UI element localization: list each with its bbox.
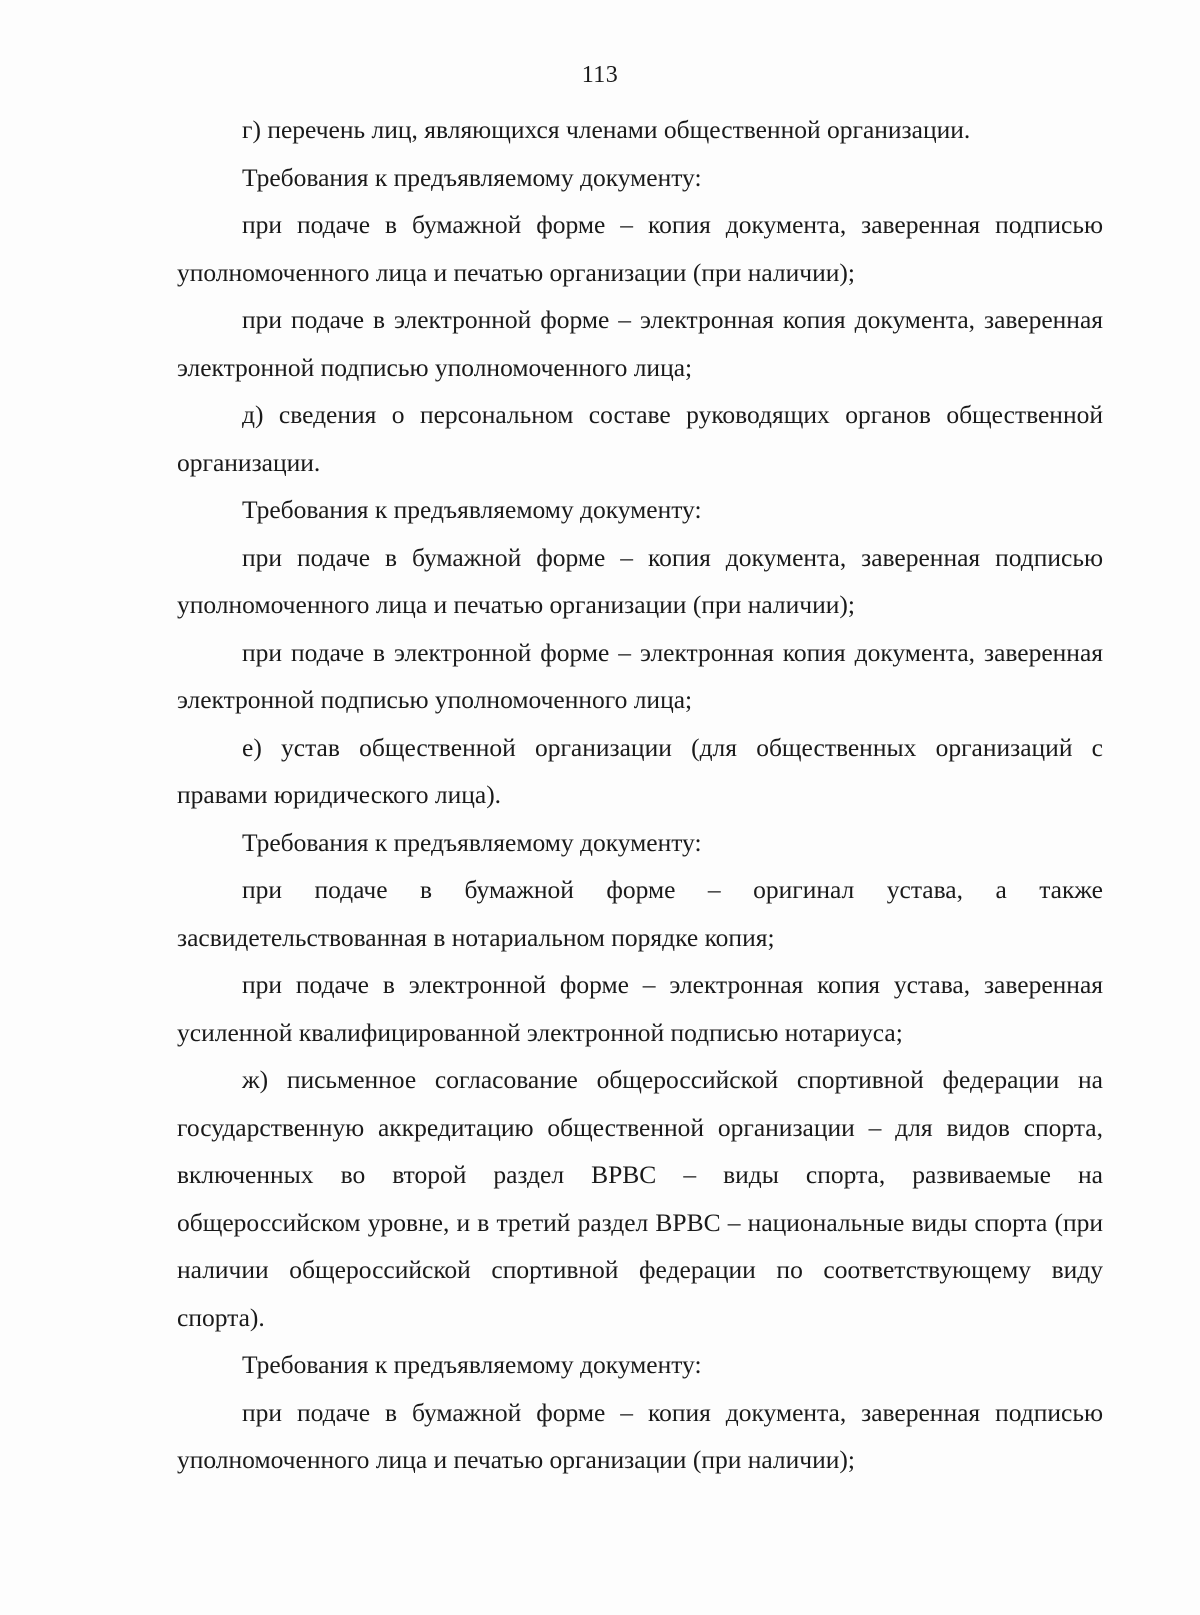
electronic-form-requirement: при подаче в электронной форме – электронная копия документа, заверенная электронной подписью уполномоченного лица;: [177, 305, 1103, 382]
electronic-form-requirement: при подаче в электронной форме – электронная копия документа, заверенная электронной подписью уполномоченного лица;: [177, 637, 1103, 714]
paper-form-requirement: при подаче в бумажной форме – копия документа, заверенная подписью уполномоченного лица и печатью организации (при наличии);: [177, 210, 1103, 287]
paper-form-requirement: при подаче в бумажной форме – оригинал устава, а также засвидетельствованная в нотариальном порядке копия;: [177, 875, 1103, 952]
requirements-heading: Требования к предъявляемому документу:: [242, 827, 702, 857]
paragraph-item-e: е) устав общественной организации (для общественных организаций с правами юридического лица).: [177, 732, 1103, 809]
requirements-heading: Требования к предъявляемому документу:: [242, 1350, 702, 1379]
paragraph-item-zh: ж) письменное согласование общероссийской спортивной федерации на государственную аккредитацию общественной организации – для видов спорта, включенных во второй раздел ВРВС – виды спорта, развиваемые на общероссийском уровне, и в третий раздел ВРВС – национальные виды спорта (при наличии общероссийской спортивной федерации по соответствующему виду спорта).: [177, 1065, 1103, 1332]
requirements-heading: Требования к предъявляемому документу:: [242, 162, 702, 192]
paragraph-item-d: д) сведения о персональном составе руководящих органов общественной организации.: [177, 400, 1103, 477]
page-number: 113: [581, 62, 619, 88]
paper-form-requirement: при подаче в бумажной форме – копия документа, заверенная подписью уполномоченного лица и печатью организации (при наличии);: [177, 542, 1103, 619]
paper-form-requirement: при подаче в бумажной форме – копия документа, заверенная подписью уполномоченного лица и печатью организации (при наличии);: [177, 1397, 1103, 1474]
paragraph-item-g: г) перечень лиц, являющихся членами общественной организации.: [242, 115, 971, 144]
electronic-form-requirement: при подаче в электронной форме – электронная копия устава, заверенная усиленной квалифицированной электронной подписью нотариуса;: [177, 970, 1103, 1047]
requirements-heading: Требования к предъявляемому документу:: [242, 495, 702, 524]
document-body: [177, 106, 1103, 1484]
